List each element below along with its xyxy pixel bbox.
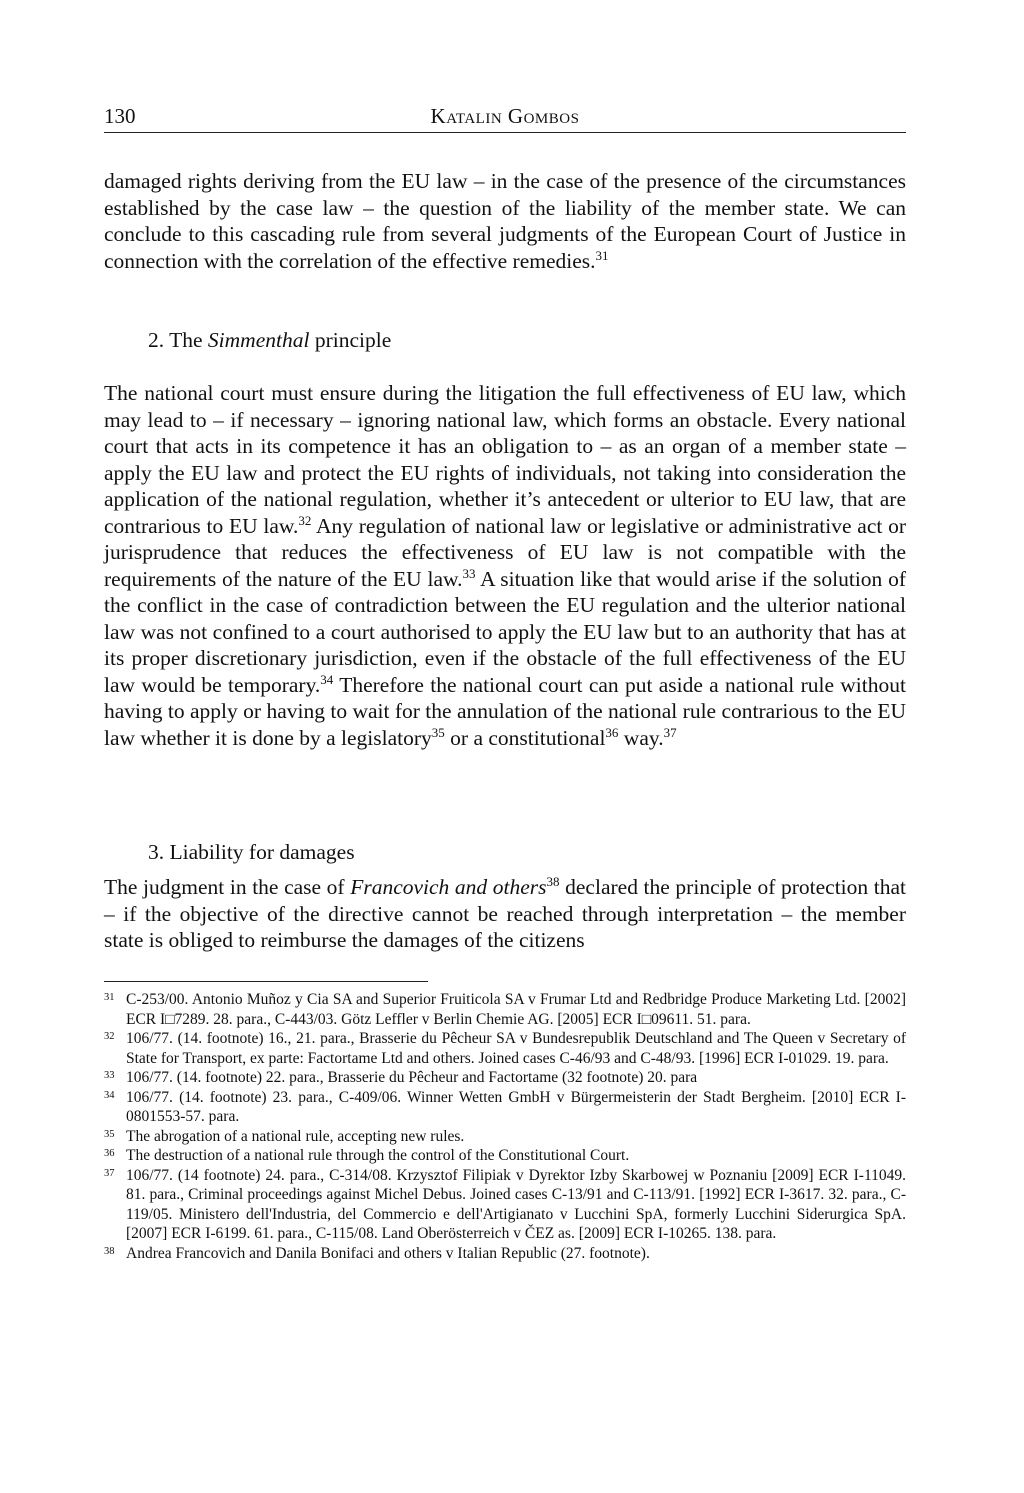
footnote-text: C-253/00. Antonio Muñoz y Cia SA and Superior Fruiticola SA v Frumar Ltd and Redbridge Produce Marketing Ltd. [2002] ECR I□7289. 28. para., C-443/03. Götz Leffler v Berlin Chemie AG. [2005] ECR I□09611. 51. para. — [126, 991, 906, 1028]
section-2-italic: Simmenthal — [207, 328, 310, 352]
footnote-number: 32 — [104, 1031, 115, 1042]
footnote-number: 37 — [104, 1167, 115, 1179]
footnote-ref-33: 33 — [462, 565, 476, 581]
footnote-divider — [104, 981, 428, 982]
section-heading-2 — [148, 328, 391, 353]
section-2-rest: principle — [314, 328, 392, 352]
footnote — [104, 1088, 906, 1127]
footnote-number: 31 — [104, 992, 115, 1003]
footnote — [104, 1127, 906, 1147]
footnote-text: The destruction of a national rule through the control of the Constitutional Court. — [126, 1147, 630, 1164]
footnote-text: 106/77. (14 footnote) 24. para., C-314/08. Krzysztof Filipiak v Dyrektor Izby Skarbowej w Poznaniu [2009] ECR I-11049. 81. para., Criminal proceedings against Michel Debus. Joined cases C-13/91 and C-113/91. [1992] ECR I-3617. 32. para., C-119/05. Ministero dell'Industria, del Commercio e dell'Artigianato v Lucchini SpA, formerly Lucchini Siderurgica SpA. [2007] ECR I-6199. 61. para., C-115/08. Land Oberösterreich v ČEZ as. [2009] ECR I-10265. 138. para. — [126, 1166, 906, 1242]
paragraph-2-text-d: Therefore the national court can put aside a national rule without having to apply or having to wait for the annulation of the national rule contrarious to the EU law whether it is done by a legislatory — [104, 672, 906, 750]
footnote — [104, 1166, 906, 1244]
paragraph-1-text: damaged rights deriving from the EU law – in the case of the presence of the circumstances established by the case law – the question of the liability of the member state. We can conclude to this cascading rule from several judgments of the European Court of Justice in connection with the correlation of the effective remedies. — [104, 169, 906, 273]
running-header-author: Katalin Gombos — [430, 104, 580, 128]
footnote-ref-34: 34 — [320, 671, 334, 687]
paragraph-3-text-b: declared the principle of protection that – if the objective of the directive cannot be reached through interpretation – the member state is obliged to reimburse the damages of the citizens — [104, 875, 906, 952]
footnote-number: 34 — [104, 1089, 115, 1101]
section-2-number: 2. The — [148, 328, 203, 352]
footnote — [104, 1068, 906, 1088]
footnote — [104, 1029, 906, 1068]
footnote-text: 106/77. (14. footnote) 16., 21. para., Brasserie du Pêcheur SA v Bundesrepublik Deutschland and The Queen v Secretary of State for Transport, ex parte: Factortame Ltd and others. Joined cases C-46/93 and C-48/93. [1996] ECR I-01029. 19. para. — [126, 1030, 906, 1067]
paragraph-2-text-f: way. — [618, 725, 664, 750]
paragraph-2-text-e: or a constitutional — [444, 725, 606, 750]
footnote-number: 36 — [104, 1148, 115, 1159]
page-number: 130 — [104, 104, 136, 128]
footnote-number: 33 — [104, 1070, 115, 1081]
section-heading-3: 3. Liability for damages — [148, 840, 355, 864]
footnote-text: 106/77. (14. footnote) 22. para., Brasserie du Pêcheur and Factortame (32 footnote) 20. para — [126, 1069, 698, 1086]
paragraph-2-text-c: A situation like that would arise if the solution of the conflict in the case of contradiction between the EU regulation and the ulterior national law was not confined to a court authorised to apply the EU law but to an authority that has at its proper discretionary jurisdiction, even if the obstacle of the full effectiveness of the EU law would be temporary. — [104, 566, 906, 697]
paragraph-3-text-a: The judgment in the case of — [104, 875, 351, 899]
footnote — [104, 1146, 906, 1166]
footnote-number: 35 — [104, 1128, 115, 1140]
footnote-text: Andrea Francovich and Danila Bonifaci and others v Italian Republic (27. footnote). — [126, 1244, 650, 1262]
footnote-ref-37: 37 — [663, 724, 677, 740]
paragraph-2-text-b: Any regulation of national law or legislative or administrative act or jurisprudence that reduces the effectiveness of EU law is not compatible with the requirements of the nature of the EU law. — [104, 513, 907, 591]
paragraph-3 — [104, 874, 906, 954]
running-header — [104, 104, 906, 133]
footnote-ref-36: 36 — [605, 724, 619, 740]
footnote — [104, 990, 906, 1029]
paragraph-1 — [104, 168, 906, 274]
footnote-ref-31: 31 — [595, 247, 609, 263]
paragraph-2-text-a: The national court must ensure during the litigation the full effectiveness of EU law, which may lead to – if necessary – ignoring national law, which forms an obstacle. Every national court that acts in its competence it has an obligation to – as an organ of a member state – apply the EU law and protect the EU rights of individuals, not taking into consideration the application of the national regulation, whether it’s antecedent or ulterior to EU law, that are contrarious to EU law. — [104, 381, 906, 538]
footnote-ref-32: 32 — [298, 512, 312, 528]
footnote — [104, 1244, 906, 1264]
footnote-ref-35: 35 — [431, 724, 445, 740]
footnote-text: 106/77. (14. footnote) 23. para., C-409/06. Winner Wetten GmbH v Bürgermeisterin der Stadt Bergheim. [2010] ECR I-0801553-57. para. — [126, 1088, 906, 1125]
paragraph-3-italic: Francovich and others — [350, 875, 547, 899]
paragraph-2 — [104, 380, 906, 751]
footnotes — [104, 990, 906, 1263]
footnote-number: 38 — [104, 1245, 115, 1257]
footnote-text: The abrogation of a national rule, accepting new rules. — [126, 1127, 465, 1145]
footnote-ref-38: 38 — [546, 873, 560, 889]
